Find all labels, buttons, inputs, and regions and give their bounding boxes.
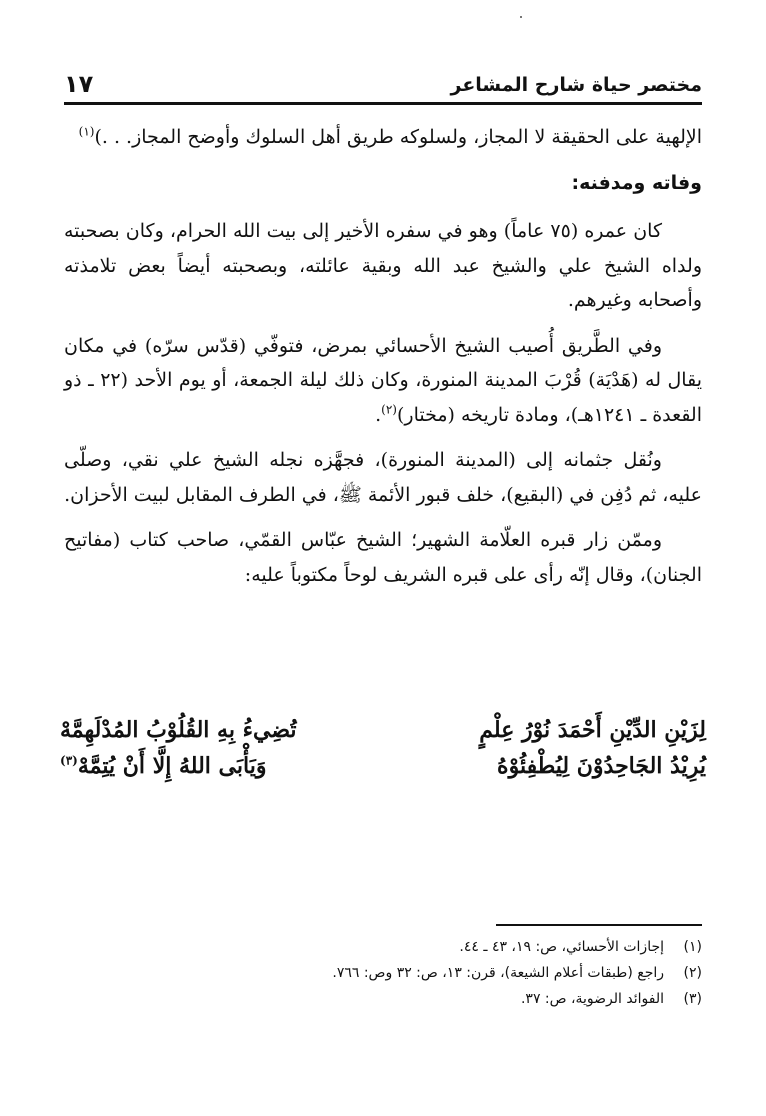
footnote-text: إجازات الأحسائي، ص: ١٩، ٤٣ ـ ٤٤.	[459, 939, 664, 955]
paragraph-continuation	[64, 120, 702, 155]
footnote	[64, 934, 702, 960]
footnote-separator	[496, 924, 702, 926]
poem-verse	[60, 748, 706, 784]
running-title: مختصر حياة شارح المشاعر	[450, 74, 702, 96]
hemistich: تُضِيءُ بِهِ القُلُوْبُ المُدْلَهِمَّهْ	[60, 717, 297, 743]
footnote-number: (٢)	[683, 965, 702, 981]
hemistich	[60, 748, 266, 784]
paragraph-burial: ونُقل جثمانه إلى (المدينة المنورة)، فجهَّزه نجله الشيخ علي نقي، وصلّى عليه، ثم دُفِن في (البقيع)، خلف قبور الأئمة ﷺ، في الطرف المقابل لبيت الأحزان.	[64, 449, 702, 506]
page-header	[64, 62, 702, 105]
footnote-number: (١)	[683, 939, 702, 955]
paragraph-text: وفي الطَّريق أُصيب الشيخ الأحسائي بمرض، فتوفّي (قدّس سرّه) في مكان يقال له (هَدْيَة) قُرْبَ المدينة المنورة، وكان ذلك ليلة الجمعة، أو يوم الأحد (٢٢ ـ ذو القعدة ـ ١٢٤١هـ)، ومادة تاريخه (مختار)	[64, 334, 702, 426]
paragraph-end: .	[375, 403, 382, 426]
scan-speck	[520, 16, 522, 18]
footnotes	[64, 934, 702, 1012]
footnote	[64, 986, 702, 1012]
footnote-ref: (١)	[78, 124, 95, 139]
page-number: ١٧	[64, 70, 94, 98]
footnote-text: الفوائد الرضوية، ص: ٣٧.	[520, 991, 664, 1007]
hemistich: لِزَيْنِ الدِّيْنِ أَحْمَدَ نُوْرُ عِلْمٍ	[479, 717, 706, 743]
footnote-ref: (٣)	[60, 753, 78, 768]
poem-verse	[60, 712, 706, 748]
hemistich: يُرِيْدُ الجَاحِدُوْنَ لِيُطْفِئُوْهُ	[497, 753, 706, 779]
body-text	[64, 120, 702, 603]
hemistich-text: وَيَأْبَى اللهُ إِلَّا أَنْ يُتِمَّهْ	[77, 753, 267, 779]
paragraph-visit: وممّن زار قبره العلّامة الشهير؛ الشيخ عبّاس القمّي، صاحب كتاب (مفاتيح الجنان)، وقال إنّه رأى على قبره الشريف لوحاً مكتوباً عليه:	[64, 529, 702, 586]
paragraph-age: كان عمره (٧٥ عاماً) وهو في سفره الأخير إلى بيت الله الحرام، وكان بصحبته ولداه الشيخ علي والشيخ عبد الله وبقية عائلته، وبصحبته أيضاً بعض تلامذته وأصحابه وغيرهم.	[64, 220, 702, 311]
footnote-number: (٣)	[683, 991, 702, 1007]
section-heading: وفاته ومدفنه:	[571, 171, 702, 194]
paragraph-death	[64, 329, 702, 433]
footnote-text: راجع (طبقات أعلام الشيعة)، قرن: ١٣، ص: ٣٢ وص: ٧٦٦.	[332, 965, 664, 981]
paragraph-text: الإلهية على الحقيقة لا المجاز، ولسلوكه طريق أهل السلوك وأوضح المجاز. . .)	[94, 126, 702, 148]
footnote-ref: (٢)	[381, 402, 397, 417]
footnote	[64, 960, 702, 986]
poem	[60, 712, 706, 784]
